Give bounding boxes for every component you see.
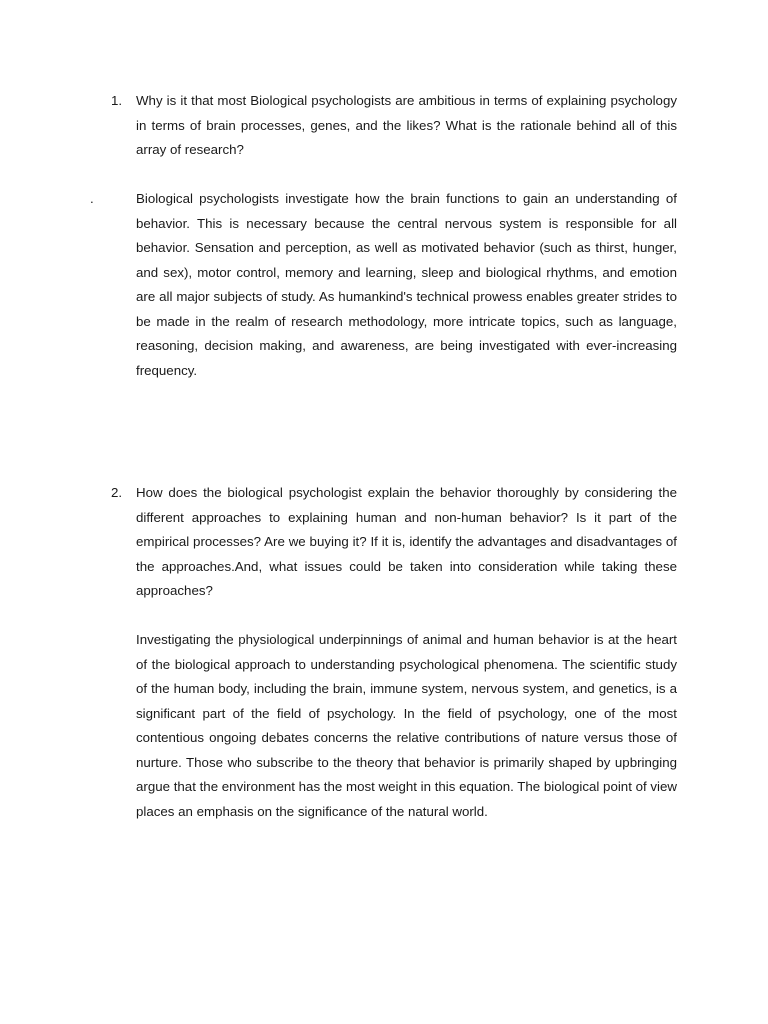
question-2-text: How does the biological psychologist explain the behavior thoroughly by considering the different approaches to explaining human and non-human behavior? Is it part of the empirical processes? Are we buying it? If it is, identify the advantages and disadvantages of the approaches.And, what issues could be taken into consideration while taking these approaches? (136, 485, 677, 598)
question-1-text: Why is it that most Biological psychologists are ambitious in terms of explaining psychology in terms of brain processes, genes, and the likes? What is the rationale behind all of this array of research? (136, 93, 677, 157)
question-2-number: 2. (111, 485, 123, 500)
answer-1-text: Biological psychologists investigate how the brain functions to gain an understanding of behavior. This is necessary because the central nervous system is responsible for all behavior. Sensation and perception, as well as motivated behavior (such as thirst, hunger, and sex), motor control, memory and learning, sleep and biological rhythms, and emotion are all major subjects of study. As humankind's technical prowess enables greater strides to be made in the realm of research methodology, more intricate topics, such as language, reasoning, decision making, and awareness, are being investigated with ever-increasing frequency. (136, 191, 677, 378)
answer-1-marker: . (90, 191, 94, 206)
answer-2-text: Investigating the physiological underpinnings of animal and human behavior is at the heart of the biological approach to understanding psychological phenomena. The scientific study of the human body, including the brain, immune system, nervous system, and genetics, is a significant part of the field of psychology. In the field of psychology, one of the most contentious ongoing debates concerns the relative contributions of nature versus those of nurture. Those who subscribe to the theory that behavior is primarily shaped by upbringing argue that the environment has the most weight in this equation. The biological point of view places an emphasis on the significance of the natural world. (136, 632, 677, 819)
question-1-number: 1. (111, 93, 123, 108)
